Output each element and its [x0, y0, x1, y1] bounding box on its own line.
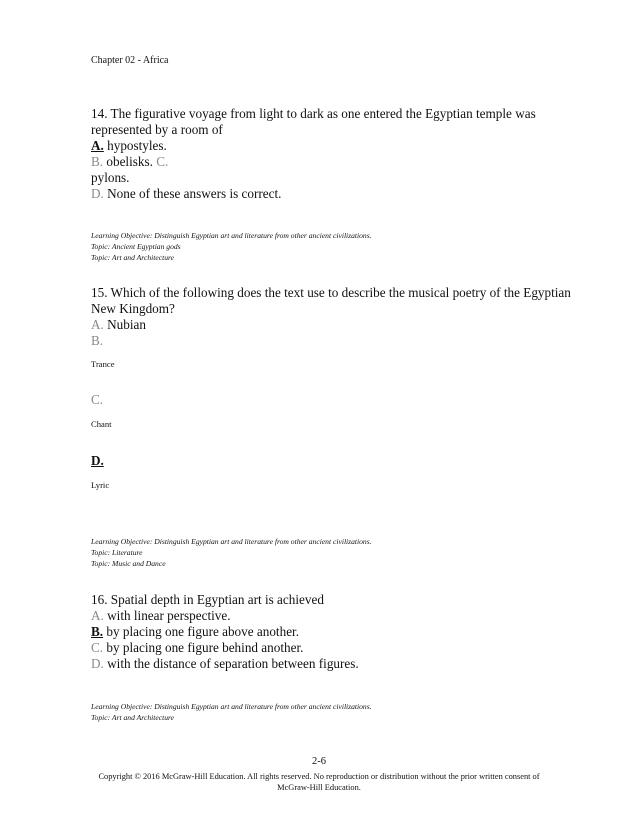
- answer-text: Trance: [91, 359, 115, 369]
- answer-text: with the distance of separation between figures.: [103, 656, 359, 671]
- question-stem-line: New Kingdom?: [91, 301, 175, 316]
- answer-text: Lyric: [91, 480, 110, 490]
- copyright-line: McGraw-Hill Education.: [277, 783, 361, 792]
- answer-text: Chant: [91, 419, 112, 429]
- answer-option-a: [91, 138, 167, 154]
- answer-option-d: [91, 186, 281, 202]
- topic: Topic: Art and Architecture: [91, 253, 175, 262]
- topic: Topic: Art and Architecture: [91, 713, 175, 722]
- learning-objective: Learning Objective: Distinguish Egyptian art and literature from other ancient civilizations.: [91, 537, 372, 546]
- answer-text: Nubian: [103, 317, 146, 332]
- copyright-line: Copyright © 2016 McGraw-Hill Education. All rights reserved. No reproduction or distribution without the prior written consent of: [98, 772, 540, 781]
- answer-text: obelisks.: [103, 154, 157, 169]
- answer-option-b: [91, 154, 168, 170]
- topic: Topic: Music and Dance: [91, 559, 166, 568]
- learning-objective: Learning Objective: Distinguish Egyptian art and literature from other ancient civilizations.: [91, 702, 372, 711]
- answer-option-c: [91, 640, 303, 656]
- question-stem-line: 14. The figurative voyage from light to dark as one entered the Egyptian temple was: [91, 106, 536, 121]
- answer-text: None of these answers is correct.: [103, 186, 282, 201]
- answer-text: by placing one figure above another.: [103, 624, 300, 639]
- answer-letter: B.: [91, 333, 104, 348]
- question-stem-line: 16. Spatial depth in Egyptian art is achieved: [91, 592, 324, 607]
- question-stem-line: represented by a room of: [91, 122, 223, 137]
- learning-objective: Learning Objective: Distinguish Egyptian art and literature from other ancient civilizations.: [91, 231, 372, 240]
- answer-letter-correct: D.: [91, 453, 104, 468]
- answer-text: pylons.: [91, 170, 130, 185]
- answer-letter: D.: [91, 656, 104, 671]
- answer-text: with linear perspective.: [103, 608, 231, 623]
- answer-letter: C.: [156, 154, 169, 169]
- answer-letter: A.: [91, 608, 104, 623]
- answer-letter: A.: [91, 317, 104, 332]
- answer-option-a: [91, 608, 231, 624]
- running-header: Chapter 02 - Africa: [91, 55, 169, 66]
- answer-letter: B.: [91, 154, 104, 169]
- topic: Topic: Ancient Egyptian gods: [91, 242, 181, 251]
- answer-letter: D.: [91, 186, 104, 201]
- answer-option-d: [91, 656, 359, 672]
- topic: Topic: Literature: [91, 548, 143, 557]
- question-stem-line: 15. Which of the following does the text use to describe the musical poetry of the Egyptian: [91, 285, 571, 300]
- answer-option-a: [91, 317, 146, 333]
- answer-option-b: [91, 624, 299, 640]
- answer-text: by placing one figure behind another.: [103, 640, 304, 655]
- answer-text: hypostyles.: [103, 138, 167, 153]
- answer-letter: C.: [91, 640, 104, 655]
- page-number: 2-6: [312, 756, 326, 767]
- answer-letter-correct: B.: [91, 624, 104, 639]
- answer-letter: C.: [91, 392, 104, 407]
- answer-letter-correct: A.: [91, 138, 104, 153]
